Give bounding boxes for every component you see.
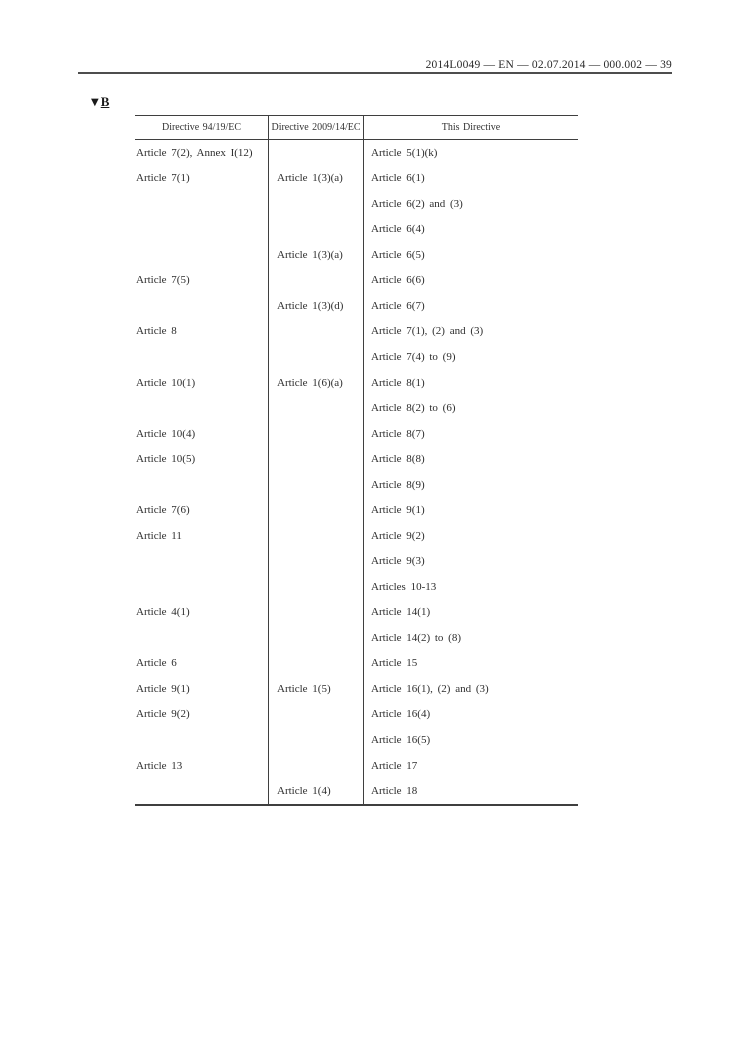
table-cell xyxy=(268,191,363,217)
table-cell xyxy=(268,497,363,523)
table-cell: Article 6(1) xyxy=(363,166,578,192)
table-row xyxy=(135,217,578,243)
table-cell xyxy=(268,523,363,549)
table-cell: Article 8(7) xyxy=(363,421,578,447)
table-cell: Article 8 xyxy=(136,325,177,338)
table-cell: Article 11 xyxy=(136,529,182,542)
table-cell: Article 6(6) xyxy=(363,268,578,294)
table-cell xyxy=(135,778,268,804)
table-cell: Article 1(3)(a) xyxy=(268,242,363,268)
table-cell xyxy=(268,574,363,600)
table-cell: Article 16(5) xyxy=(363,727,578,753)
table-cell xyxy=(268,753,363,779)
table-cell: Article 8(8) xyxy=(363,446,578,472)
table-row xyxy=(135,574,578,600)
table-cell xyxy=(268,268,363,294)
table-cell xyxy=(268,651,363,677)
table-row xyxy=(135,370,578,396)
table-row xyxy=(135,293,578,319)
table-row xyxy=(135,268,578,294)
table-cell: Article 14(1) xyxy=(363,600,578,626)
table-cell xyxy=(268,395,363,421)
table-row xyxy=(135,676,578,702)
table-cell xyxy=(135,242,268,268)
table-row xyxy=(135,651,578,677)
table-cell: Article 13 xyxy=(136,759,183,772)
table-cell: Article 8(2) to (6) xyxy=(363,395,578,421)
table-cell xyxy=(135,191,268,217)
table-cell: Article 17 xyxy=(363,753,578,779)
table-cell: Article 9(2) xyxy=(136,708,190,721)
table-cell xyxy=(268,702,363,728)
table-row xyxy=(135,523,578,549)
table-cell: Article 6 xyxy=(136,657,177,670)
table-cell: Article 4(1) xyxy=(136,606,190,619)
table-cell xyxy=(135,574,268,600)
table-cell: Article 1(3)(a) xyxy=(268,166,363,192)
table-cell xyxy=(135,727,268,753)
table-row xyxy=(135,753,578,779)
table-cell: Article 9(1) xyxy=(363,497,578,523)
table-cell xyxy=(135,472,268,498)
table-body xyxy=(135,140,578,804)
table-row xyxy=(135,191,578,217)
table-cell: Article 5(1)(k) xyxy=(363,140,578,166)
table-cell: Article 9(1) xyxy=(136,682,190,695)
table-cell xyxy=(135,217,268,243)
table-row xyxy=(135,549,578,575)
table-cell xyxy=(268,344,363,370)
table-cell: Article 7(2), Annex I(12) xyxy=(136,146,253,159)
table-cell: Article 1(6)(a) xyxy=(268,370,363,396)
amendment-marker-label: B xyxy=(100,94,110,109)
table-cell xyxy=(268,446,363,472)
table-cell xyxy=(135,344,268,370)
table-cell xyxy=(135,625,268,651)
table-cell xyxy=(268,140,363,166)
table-row xyxy=(135,497,578,523)
table-row xyxy=(135,727,578,753)
table-cell: Article 7(6) xyxy=(136,504,190,517)
table-header-row xyxy=(135,116,578,140)
column-header-directive-94-19-ec: Directive 94/19/EC xyxy=(161,122,242,133)
table-row xyxy=(135,344,578,370)
column-header-this-directive: This Directive xyxy=(363,116,578,139)
table-cell: Article 10(5) xyxy=(136,453,196,466)
table-row xyxy=(135,242,578,268)
table-cell: Article 6(4) xyxy=(363,217,578,243)
table-cell: Article 1(5) xyxy=(268,676,363,702)
table-cell: Article 6(2) and (3) xyxy=(363,191,578,217)
table-cell xyxy=(268,549,363,575)
header-rule xyxy=(78,72,672,74)
table-cell: Article 10(4) xyxy=(136,427,196,440)
table-row xyxy=(135,446,578,472)
table-row xyxy=(135,600,578,626)
table-cell xyxy=(268,421,363,447)
table-cell: Article 1(4) xyxy=(268,778,363,804)
table-cell: Article 7(5) xyxy=(136,274,190,287)
table-cell xyxy=(268,472,363,498)
column-header-directive-2009-14-ec: Directive 2009/14/EC xyxy=(268,116,363,139)
document-reference: 2014L0049 — EN — 02.07.2014 — 000.002 — 39 xyxy=(425,59,672,71)
table-row xyxy=(135,319,578,345)
table-cell xyxy=(268,217,363,243)
table-cell xyxy=(268,600,363,626)
table-cell xyxy=(135,549,268,575)
table-row xyxy=(135,625,578,651)
table-cell: Article 6(7) xyxy=(363,293,578,319)
triangle-down-icon: ▼ xyxy=(91,97,99,108)
table-cell: Article 16(4) xyxy=(363,702,578,728)
table-cell xyxy=(268,319,363,345)
table-cell: Article 18 xyxy=(363,778,578,804)
table-cell: Articles 10-13 xyxy=(363,574,578,600)
table-row xyxy=(135,472,578,498)
table-row xyxy=(135,395,578,421)
table-cell: Article 8(1) xyxy=(363,370,578,396)
table-cell: Article 10(1) xyxy=(136,376,196,389)
table-cell: Article 15 xyxy=(363,651,578,677)
table-cell: Article 9(2) xyxy=(363,523,578,549)
table-cell xyxy=(135,395,268,421)
table-cell: Article 6(5) xyxy=(363,242,578,268)
table-cell: Article 7(4) to (9) xyxy=(363,344,578,370)
table-cell: Article 1(3)(d) xyxy=(268,293,363,319)
table-cell: Article 7(1), (2) and (3) xyxy=(363,319,578,345)
correlation-table xyxy=(135,115,578,806)
table-cell: Article 7(1) xyxy=(136,172,190,185)
table-cell: Article 14(2) to (8) xyxy=(363,625,578,651)
table-cell: Article 9(3) xyxy=(363,549,578,575)
table-row xyxy=(135,702,578,728)
table-cell xyxy=(268,727,363,753)
table-cell: Article 16(1), (2) and (3) xyxy=(363,676,578,702)
amendment-marker xyxy=(91,93,109,111)
table-cell: Article 8(9) xyxy=(363,472,578,498)
table-row xyxy=(135,166,578,192)
table-row xyxy=(135,421,578,447)
table-cell xyxy=(135,293,268,319)
table-cell xyxy=(268,625,363,651)
table-row xyxy=(135,778,578,804)
table-row xyxy=(135,140,578,166)
